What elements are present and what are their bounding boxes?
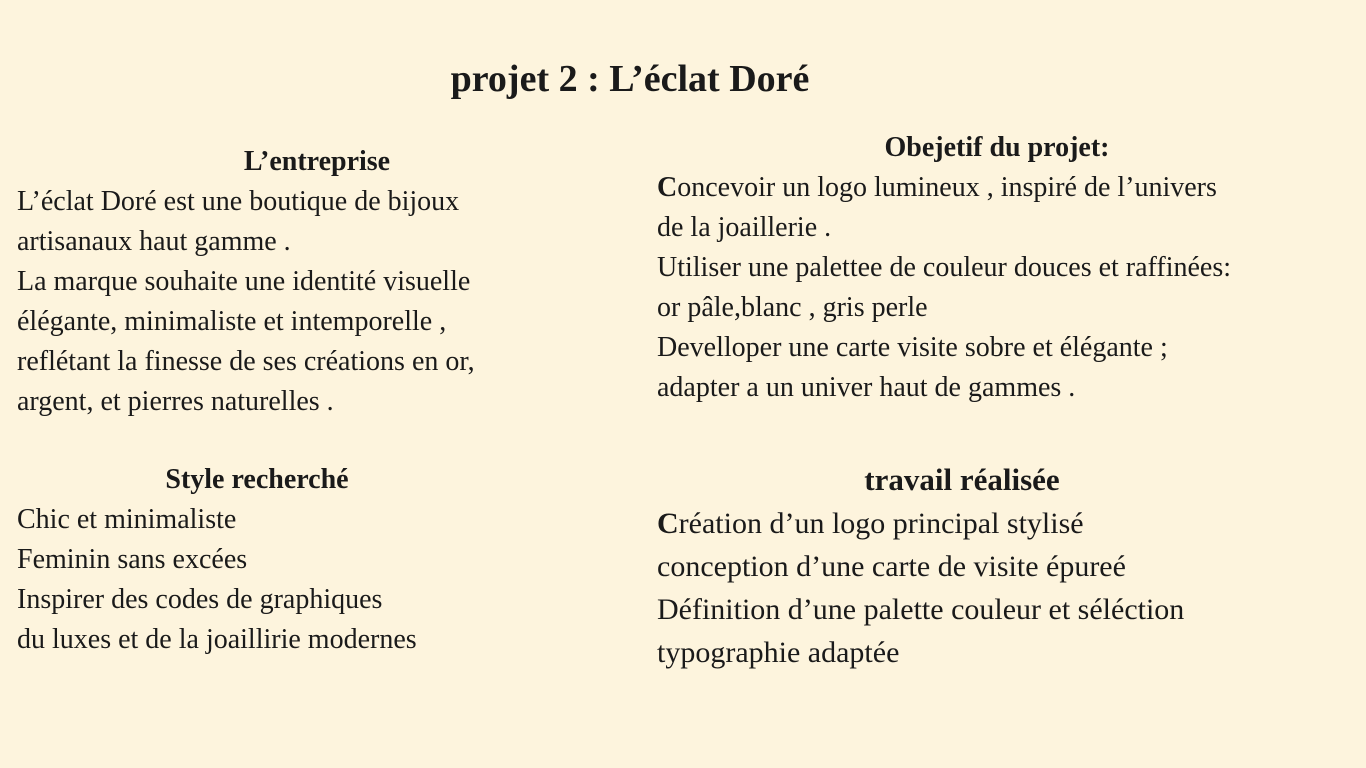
travail-line: conception d’une carte de visite épureé: [657, 550, 1126, 583]
objectif-line: Develloper une carte visite sobre et élégante ;: [657, 332, 1168, 363]
travail-line: [657, 502, 1347, 545]
objectif-section: [657, 128, 1347, 408]
travail-first-rest: réation d’un logo principal stylisé: [678, 507, 1084, 540]
page-title: projet 2 : L’éclat Doré: [450, 58, 810, 100]
entreprise-line: artisanaux haut gamme .: [17, 226, 291, 257]
entreprise-line: élégante, minimaliste et intemporelle ,: [17, 306, 447, 337]
objectif-heading: Obejetif du projet:: [884, 132, 1110, 163]
travail-line: typographie adaptée: [657, 636, 900, 669]
entreprise-line: reflétant la finesse de ses créations en or,: [17, 346, 475, 377]
entreprise-line: La marque souhaite une identité visuelle: [17, 266, 471, 297]
style-line: du luxes et de la joaillirie modernes: [17, 624, 417, 655]
style-line: Inspirer des codes de graphiques: [17, 584, 383, 615]
objectif-line: or pâle,blanc , gris perle: [657, 292, 928, 323]
travail-section: [657, 458, 1347, 674]
objectif-line: de la joaillerie .: [657, 212, 832, 243]
entreprise-line: argent, et pierres naturelles .: [17, 386, 334, 417]
style-line: Feminin sans excées: [17, 544, 248, 575]
objectif-first-rest: oncevoir un logo lumineux , inspiré de l’univers: [677, 172, 1217, 203]
objectif-line: adapter a un univer haut de gammes .: [657, 372, 1076, 403]
style-heading: Style recherché: [165, 464, 349, 495]
style-section: [17, 460, 497, 660]
entreprise-line: L’éclat Doré est une boutique de bijoux: [17, 186, 460, 217]
travail-line: Définition d’une palette couleur et séléction: [657, 593, 1185, 626]
travail-heading: travail réalisée: [864, 462, 1060, 497]
objectif-line: [657, 168, 1347, 208]
entreprise-heading: L’entreprise: [243, 146, 391, 177]
style-line: Chic et minimaliste: [17, 504, 237, 535]
objectif-line: Utiliser une palettee de couleur douces et raffinées:: [657, 252, 1232, 283]
entreprise-section: [17, 142, 617, 422]
objectif-first-letter: C: [657, 172, 678, 203]
travail-first-letter: C: [657, 507, 679, 540]
